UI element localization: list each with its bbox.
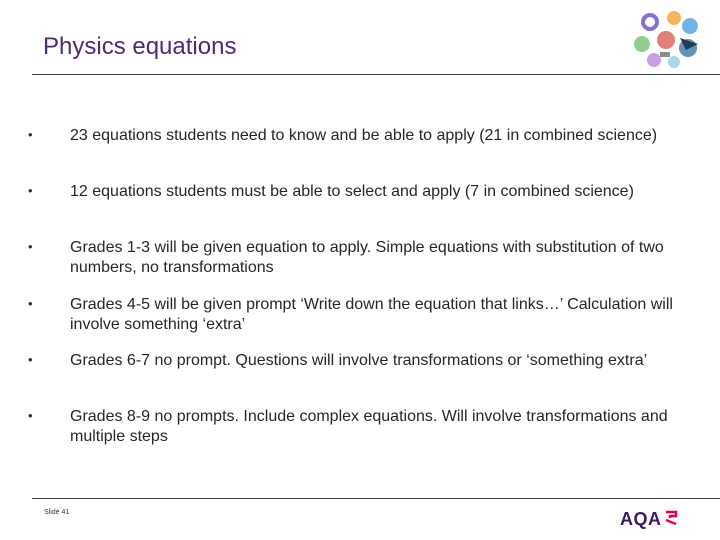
logo-text: AQA: [620, 509, 662, 529]
bullet-text: Grades 8-9 no prompts. Include complex equations. Will involve transformations and multiple steps: [70, 408, 668, 445]
title-divider: [32, 74, 720, 75]
bullet-marker: •: [28, 183, 33, 198]
bullet-marker: •: [28, 127, 33, 142]
slide-number: Slide 41: [44, 509, 70, 516]
bullet-text: 12 equations students must be able to select and apply (7 in combined science): [70, 183, 634, 200]
aqa-logo: [620, 508, 678, 530]
bullet-marker: •: [28, 352, 33, 367]
logo-mark-icon: [664, 510, 678, 526]
bullet-text: 23 equations students need to know and be able to apply (21 in combined science): [70, 127, 658, 144]
bullet-text: Grades 6-7 no prompt. Questions will involve transformations or ‘something extra’: [70, 352, 648, 369]
bullet-marker: •: [28, 296, 33, 311]
bullet-text: Grades 1-3 will be given equation to apply. Simple equations with substitution of two numbers, no transformations: [70, 239, 664, 276]
footer-divider: [32, 498, 720, 499]
bullet-marker: •: [28, 408, 33, 423]
slide-title: Physics equations: [43, 33, 237, 60]
bullet-text: Grades 4-5 will be given prompt ‘Write down the equation that links…’ Calculation will involve something ‘extra’: [70, 296, 673, 333]
bullet-marker: •: [28, 239, 33, 254]
science-collage-image: [630, 8, 704, 72]
